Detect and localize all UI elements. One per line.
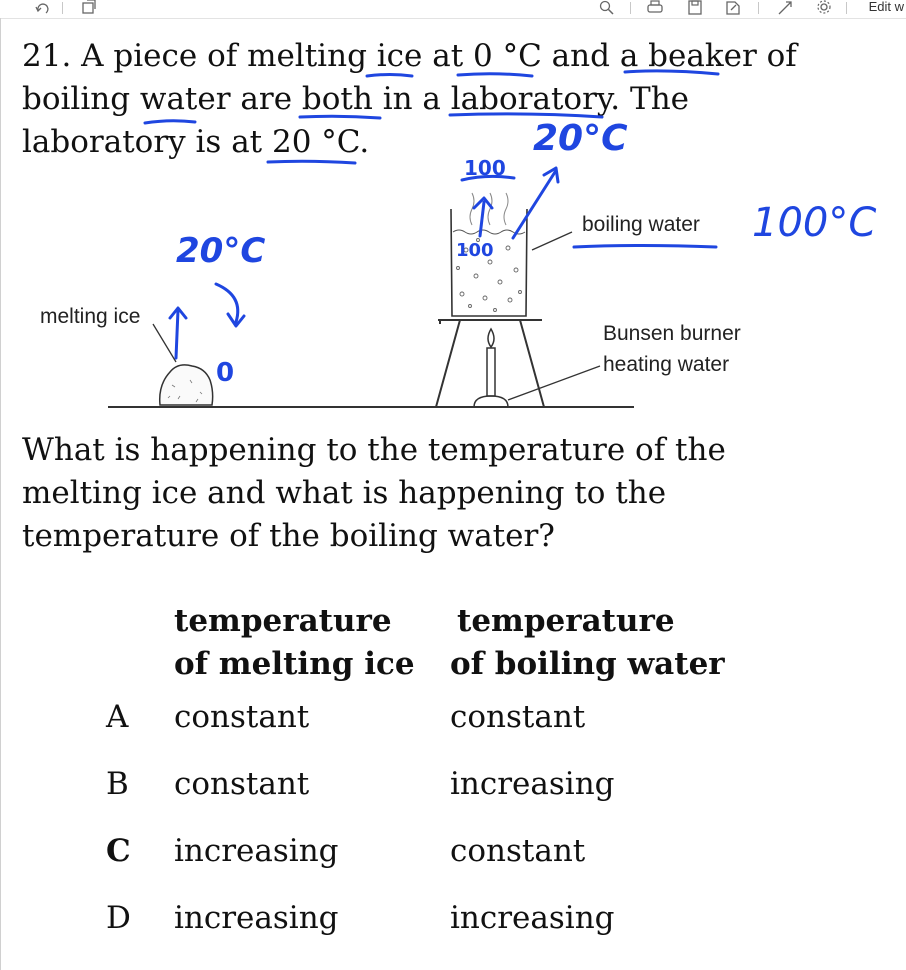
edit-button[interactable]: Edit w xyxy=(868,0,904,14)
annotation-beaker-top: 100 xyxy=(464,156,506,180)
option-letter: D xyxy=(106,900,131,936)
option-ice-value: constant xyxy=(174,766,310,802)
annotation-beaker-inside: 100 xyxy=(456,240,494,261)
option-water-value: constant xyxy=(450,833,586,869)
annotation-room-temp: 20°C xyxy=(533,118,628,159)
label-melting-ice: melting ice xyxy=(40,305,141,328)
ice-label-pointer xyxy=(153,324,176,362)
burner-label-pointer xyxy=(508,366,600,400)
option-ice-value: constant xyxy=(174,699,310,735)
header-water-line-1: temperature xyxy=(457,603,675,639)
annotation-water-temp: 100°C xyxy=(752,200,877,246)
header-ice-line-1: temperature xyxy=(174,603,392,639)
label-boiling-water: boiling water xyxy=(582,213,700,236)
header-water-line-2: of boiling water xyxy=(450,646,725,682)
label-heating-water: heating water xyxy=(603,353,730,376)
ice-block xyxy=(160,365,213,405)
option-letter: B xyxy=(106,766,129,802)
water-label-pointer xyxy=(532,232,572,250)
question-line-3: laboratory is at 20 °C. xyxy=(22,124,370,160)
steam xyxy=(470,193,508,225)
annotation-room-temp-left: 20°C xyxy=(176,231,266,271)
option-water-value: increasing xyxy=(450,766,615,802)
prompt-line-2: melting ice and what is happening to the xyxy=(22,475,667,511)
beaker xyxy=(451,209,527,316)
option-letter: A xyxy=(106,699,129,735)
header-ice-line-2: of melting ice xyxy=(174,646,415,682)
option-water-value: constant xyxy=(450,699,586,735)
question-line-2: boiling water are both in a laboratory. The xyxy=(22,81,689,117)
option-water-value: increasing xyxy=(450,900,615,936)
label-bunsen-burner: Bunsen burner xyxy=(603,322,741,345)
question-line-1: 21. A piece of melting ice at 0 °C and a beaker of xyxy=(22,38,797,74)
option-letter: C xyxy=(106,833,131,869)
option-ice-value: increasing xyxy=(174,833,339,869)
option-ice-value: increasing xyxy=(174,900,339,936)
bunsen-burner xyxy=(474,329,508,407)
prompt-line-1: What is happening to the temperature of the xyxy=(22,432,726,468)
annotation-ice-temp: 0 xyxy=(216,358,235,388)
prompt-line-3: temperature of the boiling water? xyxy=(22,518,555,554)
